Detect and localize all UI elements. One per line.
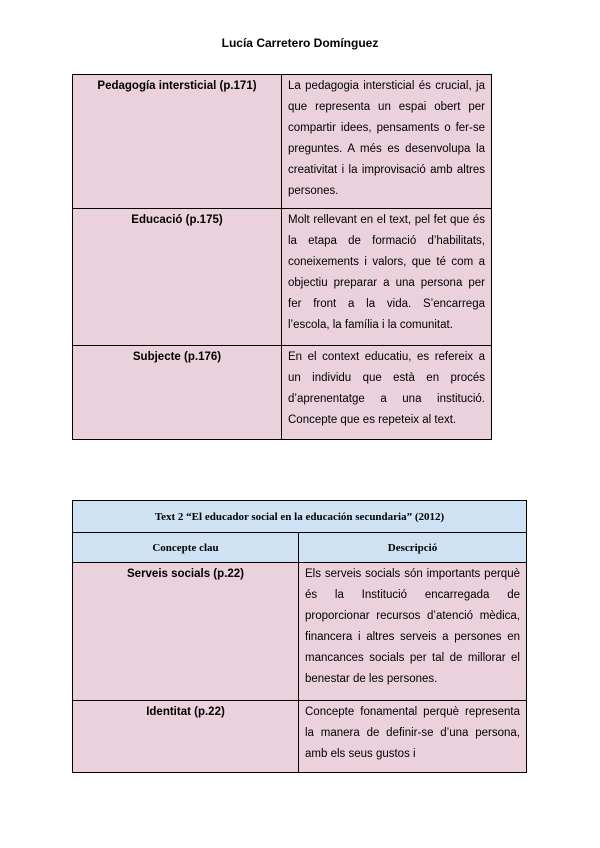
concept-cell: Subjecte (p.176) <box>73 346 282 440</box>
table-row <box>73 563 527 701</box>
concept-cell: Identitat (p.22) <box>73 701 299 773</box>
description-cell: En el context educatiu, es refereix a un individu que està en procés d’aprenentatge a una institució. Concepte que es repeteix al text. <box>282 346 492 440</box>
description-cell: Concepte fonamental perquè representa la manera de definir-se d’una persona, amb els seus gustos i <box>299 701 527 773</box>
table-row <box>73 209 492 346</box>
table-title-row <box>73 501 527 533</box>
table-title: Text 2 “El educador social en la educación secundaria” (2012) <box>73 501 527 533</box>
description-cell: La pedagogia intersticial és crucial, ja que representa un espai obert per compartir idees, pensaments o fer-se preguntes. A més es desenvolupa la creativitat i la improvisació amb altres persones. <box>282 75 492 209</box>
concepts-table-1 <box>72 74 492 440</box>
concept-cell: Serveis socials (p.22) <box>73 563 299 701</box>
table-row <box>73 75 492 209</box>
description-cell: Els serveis socials són importants perquè és la Institució encarregada de proporcionar recursos d’atenció mèdica, financera i altres serveis a persones en mancances socials per tal de millorar el benestar de les persones. <box>299 563 527 701</box>
column-header-concept: Concepte clau <box>73 533 299 563</box>
concept-cell: Educació (p.175) <box>73 209 282 346</box>
concepts-table-2 <box>72 500 527 773</box>
description-cell: Molt rellevant en el text, pel fet que és la etapa de formació d’habilitats, coneixements i valors, que té com a objectiu preparar a una persona per fer front a la vida. S’encarrega l’escola, la família i la comunitat. <box>282 209 492 346</box>
table-header-row <box>73 533 527 563</box>
column-header-description: Descripció <box>299 533 527 563</box>
table-row <box>73 346 492 440</box>
author-name: Lucía Carretero Domínguez <box>221 36 379 50</box>
table-row <box>73 701 527 773</box>
concept-cell: Pedagogía intersticial (p.171) <box>73 75 282 209</box>
